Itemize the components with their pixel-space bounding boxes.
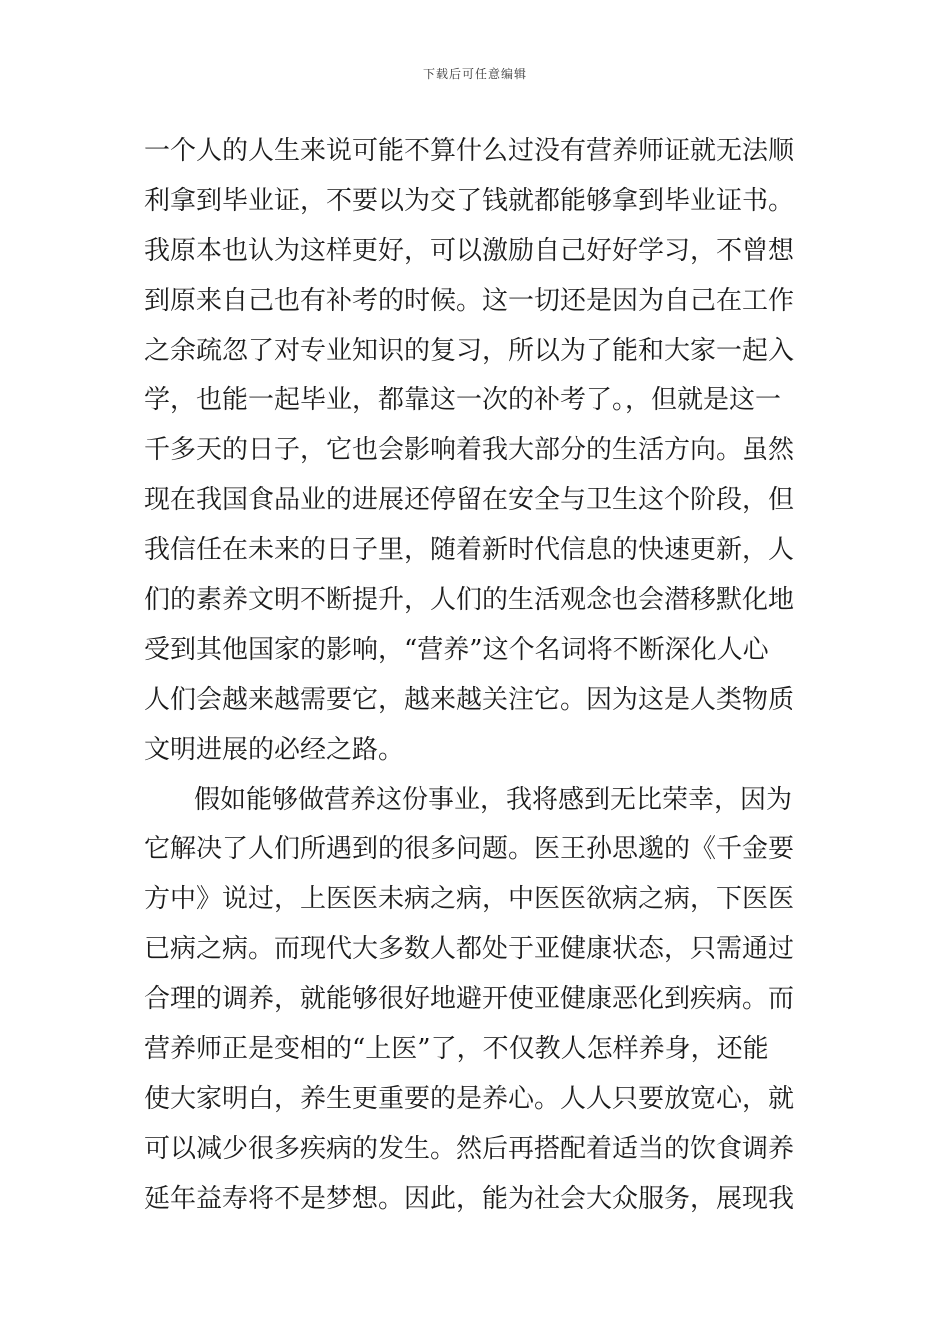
text-line: 人们会越来越需要它，越来越关注它。因为这是人类物质: [144, 684, 795, 715]
text-line: 已病之病。而现代大多数人都处于亚健康状态，只需通过: [144, 934, 795, 965]
text-line: 我信任在未来的日子里，随着新时代信息的快速更新，人: [144, 535, 795, 566]
text-line: 文明进展的必经之路。: [144, 734, 405, 765]
text-line: 可以减少很多疾病的发生。然后再搭配着适当的饮食调养: [144, 1133, 795, 1164]
text-line: 到原来自己也有补考的时候。这一切还是因为自己在工作: [144, 285, 795, 316]
text-line: 它解决了人们所遇到的很多问题。医王孙思邈的《千金要: [144, 834, 795, 865]
text-line: 延年益寿将不是梦想。因此，能为社会大众服务，展现我: [144, 1183, 795, 1214]
text-line: 学，也能一起毕业，都靠这一次的补考了。，但就是这一: [144, 385, 782, 416]
text-line: 使大家明白，养生更重要的是养心。人人只要放宽心，就: [144, 1083, 795, 1114]
document-body: [144, 127, 806, 1225]
text-line: 合理的调养，就能够很好地避开使亚健康恶化到疾病。而: [144, 984, 795, 1015]
text-line: 之余疏忽了对专业知识的复习，所以为了能和大家一起入: [144, 335, 795, 366]
text-line: 现在我国食品业的进展还停留在安全与卫生这个阶段，但: [144, 485, 795, 516]
text-line: 千多天的日子，它也会影响着我大部分的生活方向。虽然: [144, 435, 795, 466]
text-line: 方中》说过，上医医未病之病，中医医欲病之病，下医医: [144, 884, 795, 915]
text-line: 一个人的人生来说可能不算什么过没有营养师证就无法顺: [144, 136, 795, 166]
text-line: 受到其他国家的影响，“营养”这个名词将不断深化人心: [144, 634, 769, 665]
paragraph-first-line: 假如能够做营养这份事业，我将感到无比荣幸，因为: [194, 784, 793, 815]
text-line: 利拿到毕业证，不要以为交了钱就都能够拿到毕业证书。: [144, 185, 795, 216]
text-line: 们的素养文明不断提升，人们的生活观念也会潜移默化地: [144, 585, 795, 616]
text-line: 营养师正是变相的“上医”了，不仅教人怎样养身，还能: [144, 1034, 769, 1065]
text-line: 我原本也认为这样更好，可以激励自己好好学习，不曾想: [144, 235, 795, 266]
page-header: 下载后可任意编辑: [422, 67, 527, 81]
